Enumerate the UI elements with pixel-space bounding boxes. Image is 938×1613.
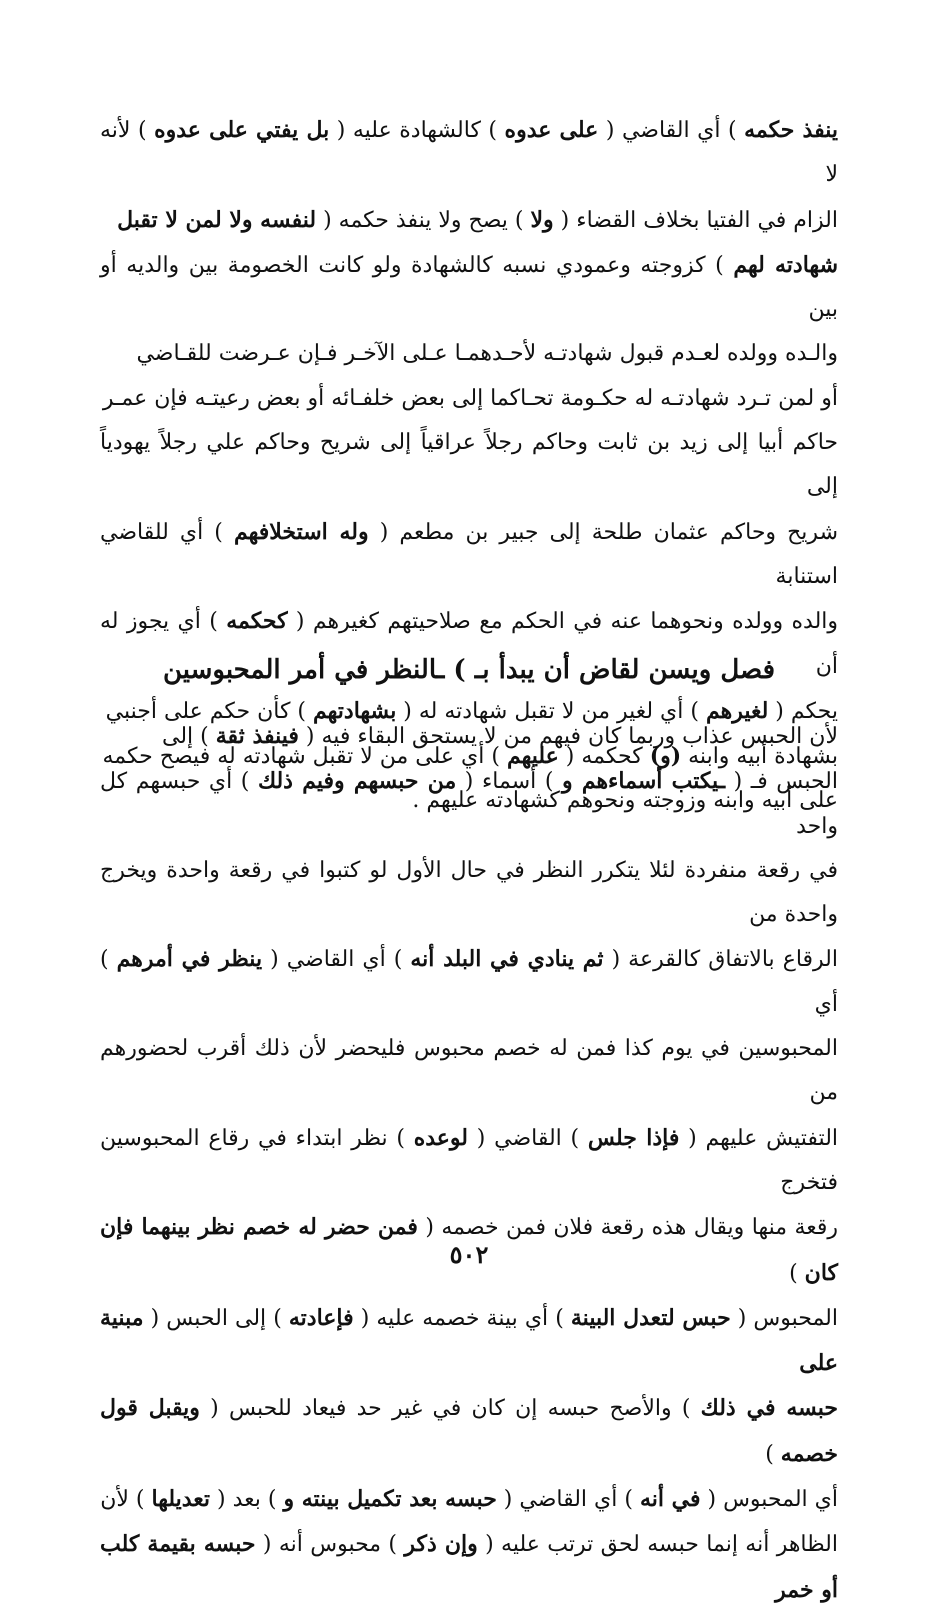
text-line: الزام في الفتيا بخلاف القضاء ( ولا ) يصح ولا ينفذ حكمه ( لنفسه ولا لمن لا تقبل	[117, 206, 838, 233]
text-line: في رقعة منفردة لئلا يتكرر النظر في حال الأول لو كتبوا في رقعة واحدة ويخرج واحدة من	[100, 857, 838, 928]
text-line: الظاهر أنه إنما حبسه لحق ترتب عليه ( وإن ذكر ) محبوس أنه ( حبسه بقيمة كلب أو خمر	[100, 1531, 838, 1603]
section-heading: فصل ويسن لقاض أن يبدأ بـ ) ـالنظر في أمر المحبوسين	[162, 655, 776, 685]
text-line: المحبوس ( حبس لتعدل البينة ) أي بينة خصمه عليه ( فإعادته ) إلى الحبس ( مبنية على	[100, 1304, 838, 1377]
text-line: رقعة منها ويقال هذه رقعة فلان فمن خصمه ( فمن حضر له خصم نظر بينهما فإن كان )	[100, 1214, 838, 1286]
text-line: الرقاع بالاتفاق كالقرعة ( ثم ينادي في البلد أنه ) أي القاضي ( ينظر في أمرهم ) أي	[100, 946, 838, 1017]
text-line: أو لمن تـرد شهادتـه له حكـومة تحـاكما إلى بعض خلفـائه أو بعض رعيتـه فإن عمـر	[102, 385, 838, 411]
page-number: ٥٠٢	[449, 1240, 489, 1269]
text-line: شهادته لهم ) كزوجته وعمودي نسبه كالشهادة ولو كانت الخصومة بين والديه أو بين	[100, 251, 838, 323]
text-line: حاكم أبيا إلى زيد بن ثابت وحاكم رجلاً عراقياً إلى شريح وحاكم علي رجلاً يهودياً إلى	[100, 430, 838, 500]
text-line: أي المحبوس ( في أنه ) أي القاضي ( حبسه بعد تكميل بينته و ) بعد ( تعديلها ) لأن	[100, 1486, 838, 1513]
text-line: بشهادة أبيه وابنه (و) كحكمه ( عليهم ) أي على من لا تقبل شهادته له فيصح حكمه	[102, 743, 838, 770]
text-line: ينفذ حكمه ) أي القاضي ( على عدوه ) كالشهادة عليه ( بل يفتي على عدوه ) لأنه لا	[100, 117, 838, 188]
text-line: والده وولده ونحوهما عنه في الحكم مع صلاحيتهم كغيرهم ( كحكمه ) أي يجوز له أن	[100, 608, 839, 679]
text-line: حبسه في ذلك ) والأصح حبسه إن كان في غير حد فيعاد للحبس ( ويقبل قول خصمه )	[100, 1395, 839, 1467]
text-line: على أبيه وابنه وزوجته ونحوهم كشهادته عليهم .	[412, 788, 838, 814]
text-line: المحبوسين في يوم كذا فمن له خصم محبوس فليحضر لأن ذلك أقرب لحضورهم من	[100, 1036, 838, 1106]
paragraph-2	[100, 714, 838, 1613]
text-line: لأن الحبس عذاب وربما كان فيهم من لا يستحق البقاء فيه ( فينفذ ثقة ) إلى	[162, 723, 838, 749]
text-line: الحبس فـ ( ـيكتب أسماءهم و ) أسماء ( من حبسهم وفيم ذلك ) أي حبسهم كل واحد	[100, 768, 838, 839]
text-line: التفتيش عليهم ( فإذا جلس ) القاضي ( لوعده ) نظر ابتداء في رقاع المحبوسين فتخرج	[100, 1124, 839, 1195]
text-line: يحكم ( لغيرهم ) أي لغير من لا تقبل شهادته له ( بشهادتهم ) كأن حكم على أجنبي	[105, 697, 838, 724]
text-line: شريح وحاكم عثمان طلحة إلى جبير بن مطعم ( وله استخلافهم ) أي للقاضي استنابة	[100, 518, 839, 589]
text-line: والـده وولده لعـدم قبول شهادتـه لأحـدهمـا عـلى الآخـر فـإن عـرضت للقـاضي	[136, 341, 838, 367]
